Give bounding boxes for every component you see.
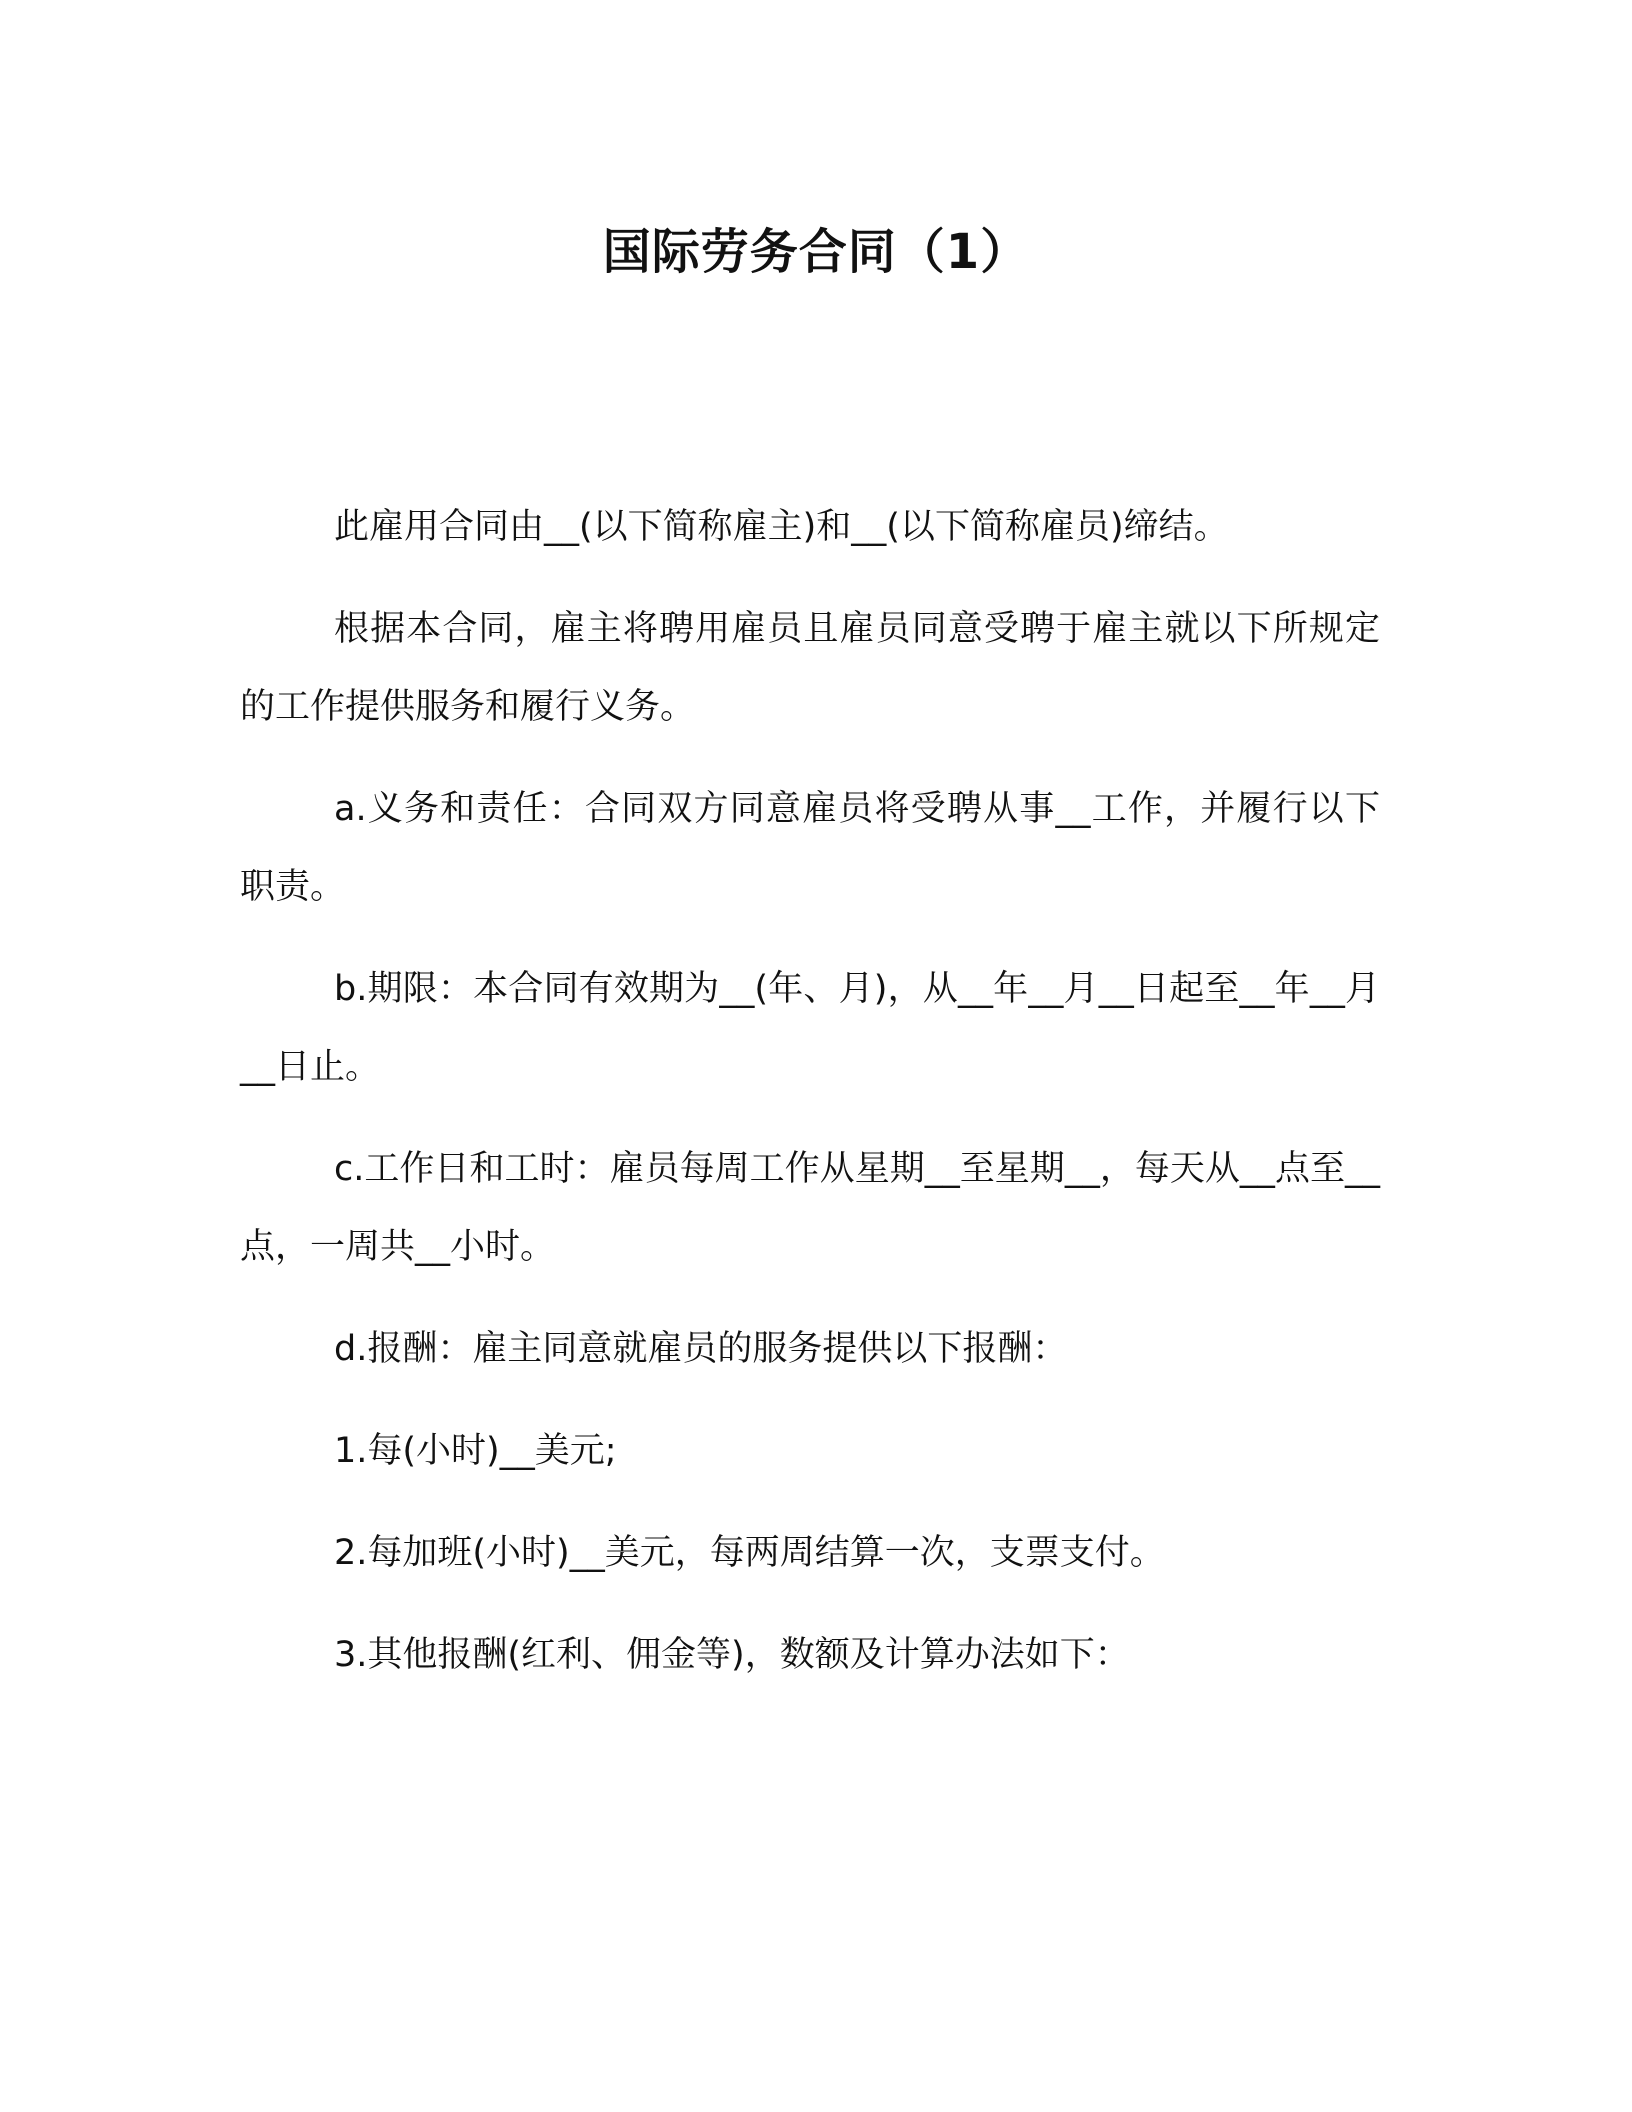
- paragraph-intro: 此雇用合同由__(以下简称雇主)和__(以下简称雇员)缔结。: [334, 507, 1229, 547]
- document-title: 国际劳务合同（1）: [602, 224, 1030, 280]
- paragraph-remuneration: d.报酬：雇主同意就雇员的服务提供以下报酬：: [334, 1329, 1068, 1369]
- paragraph-agreement: 根据本合同，雇主将聘用雇员且雇员同意受聘于雇主就以下所规定的工作提供服务和履行义务。: [240, 609, 1380, 727]
- paragraph-duties: a.义务和责任：合同双方同意雇员将受聘从事__工作，并履行以下职责。: [240, 789, 1380, 907]
- paragraph-term: b.期限：本合同有效期为__(年、月)，从__年__月__日起至__年__月__日止。: [240, 969, 1380, 1087]
- paragraph-hourly-pay: 1.每(小时)__美元;: [334, 1431, 617, 1471]
- paragraph-hours: c.工作日和工时：雇员每周工作从星期__至星期__，每天从__点至__点，一周共__小时。: [240, 1149, 1380, 1267]
- paragraph-other-pay: 3.其他报酬(红利、佣金等)，数额及计算办法如下：: [334, 1635, 1130, 1675]
- paragraph-overtime-pay: 2.每加班(小时)__美元，每两周结算一次，支票支付。: [334, 1533, 1165, 1573]
- document-body: [240, 488, 1380, 1718]
